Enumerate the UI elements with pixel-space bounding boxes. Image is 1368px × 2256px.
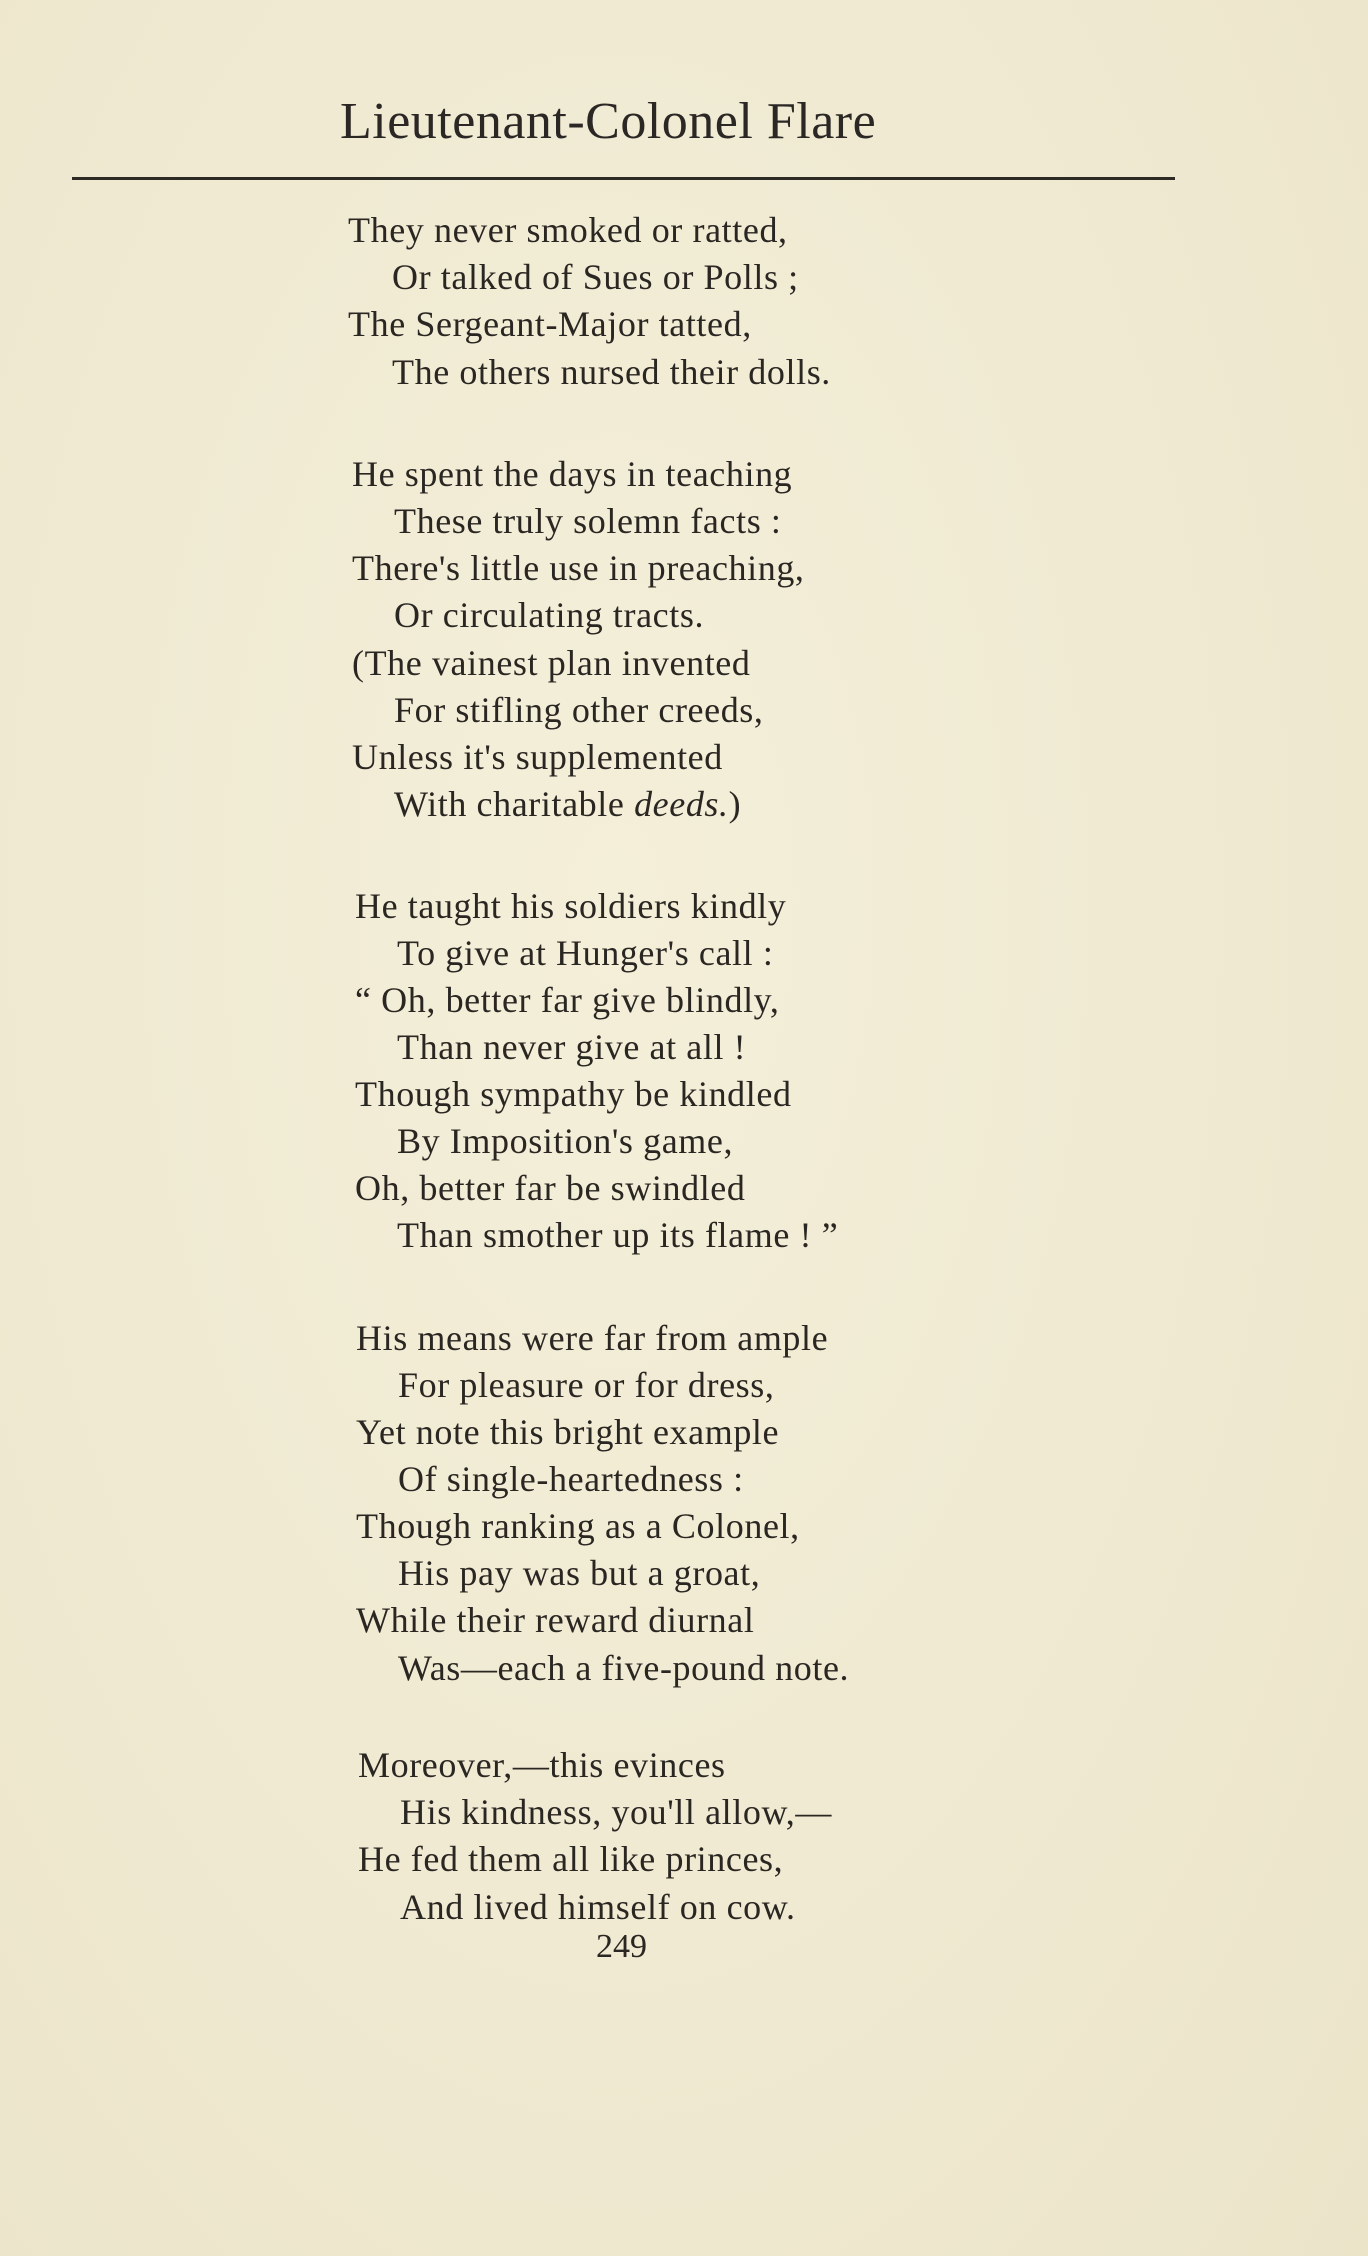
- poem-line: They never smoked or ratted,: [348, 210, 788, 250]
- header-rule: [72, 177, 1175, 180]
- poem-line: Or talked of Sues or Polls ;: [392, 257, 799, 297]
- poem-line: [394, 782, 741, 826]
- italic-word: deeds.: [634, 784, 729, 824]
- poem-line: “ Oh, better far give blindly,: [355, 980, 780, 1020]
- poem-line: While their reward diurnal: [356, 1600, 755, 1640]
- poem-line: The Sergeant-Major tatted,: [348, 304, 752, 344]
- poem-line: By Imposition's game,: [397, 1121, 734, 1161]
- poem-line: Moreover,—this evinces: [358, 1745, 726, 1785]
- running-title: Lieutenant-Colonel Flare: [340, 93, 877, 150]
- poem-line: For stifling other creeds,: [394, 690, 764, 730]
- poem-line: For pleasure or for dress,: [398, 1365, 775, 1405]
- poem-line: Of single-heartedness :: [398, 1459, 744, 1499]
- poem-line: These truly solemn facts :: [394, 501, 782, 541]
- poem-line: There's little use in preaching,: [352, 548, 805, 588]
- poem-line: Was—each a five-pound note.: [398, 1648, 850, 1688]
- poem-line: Than never give at all !: [397, 1027, 747, 1067]
- poem-line: To give at Hunger's call :: [397, 933, 774, 973]
- poem-line: Though ranking as a Colonel,: [356, 1506, 800, 1546]
- poem-line-text: With charitable: [394, 784, 635, 824]
- poem-line: He fed them all like princes,: [358, 1839, 784, 1879]
- poem-line: Though sympathy be kindled: [355, 1074, 792, 1114]
- poem-line: Oh, better far be swindled: [355, 1168, 746, 1208]
- poem-line: Than smother up its flame ! ”: [397, 1215, 839, 1255]
- poem-line: Unless it's supplemented: [352, 737, 723, 777]
- page-number: 249: [596, 1928, 647, 1965]
- poem-line: His means were far from ample: [356, 1318, 829, 1358]
- poem-line: His pay was but a groat,: [398, 1553, 761, 1593]
- poem-line: The others nursed their dolls.: [392, 352, 831, 392]
- poem-line: (The vainest plan invented: [352, 643, 751, 683]
- poem-line: He taught his soldiers kindly: [355, 886, 787, 926]
- closing-paren: ): [728, 784, 742, 824]
- poem-line: His kindness, you'll allow,—: [400, 1792, 832, 1832]
- poem-line: And lived himself on cow.: [400, 1887, 796, 1927]
- poem-line: Yet note this bright example: [356, 1412, 780, 1452]
- poem-line: Or circulating tracts.: [394, 595, 705, 635]
- poem-line: He spent the days in teaching: [352, 454, 793, 494]
